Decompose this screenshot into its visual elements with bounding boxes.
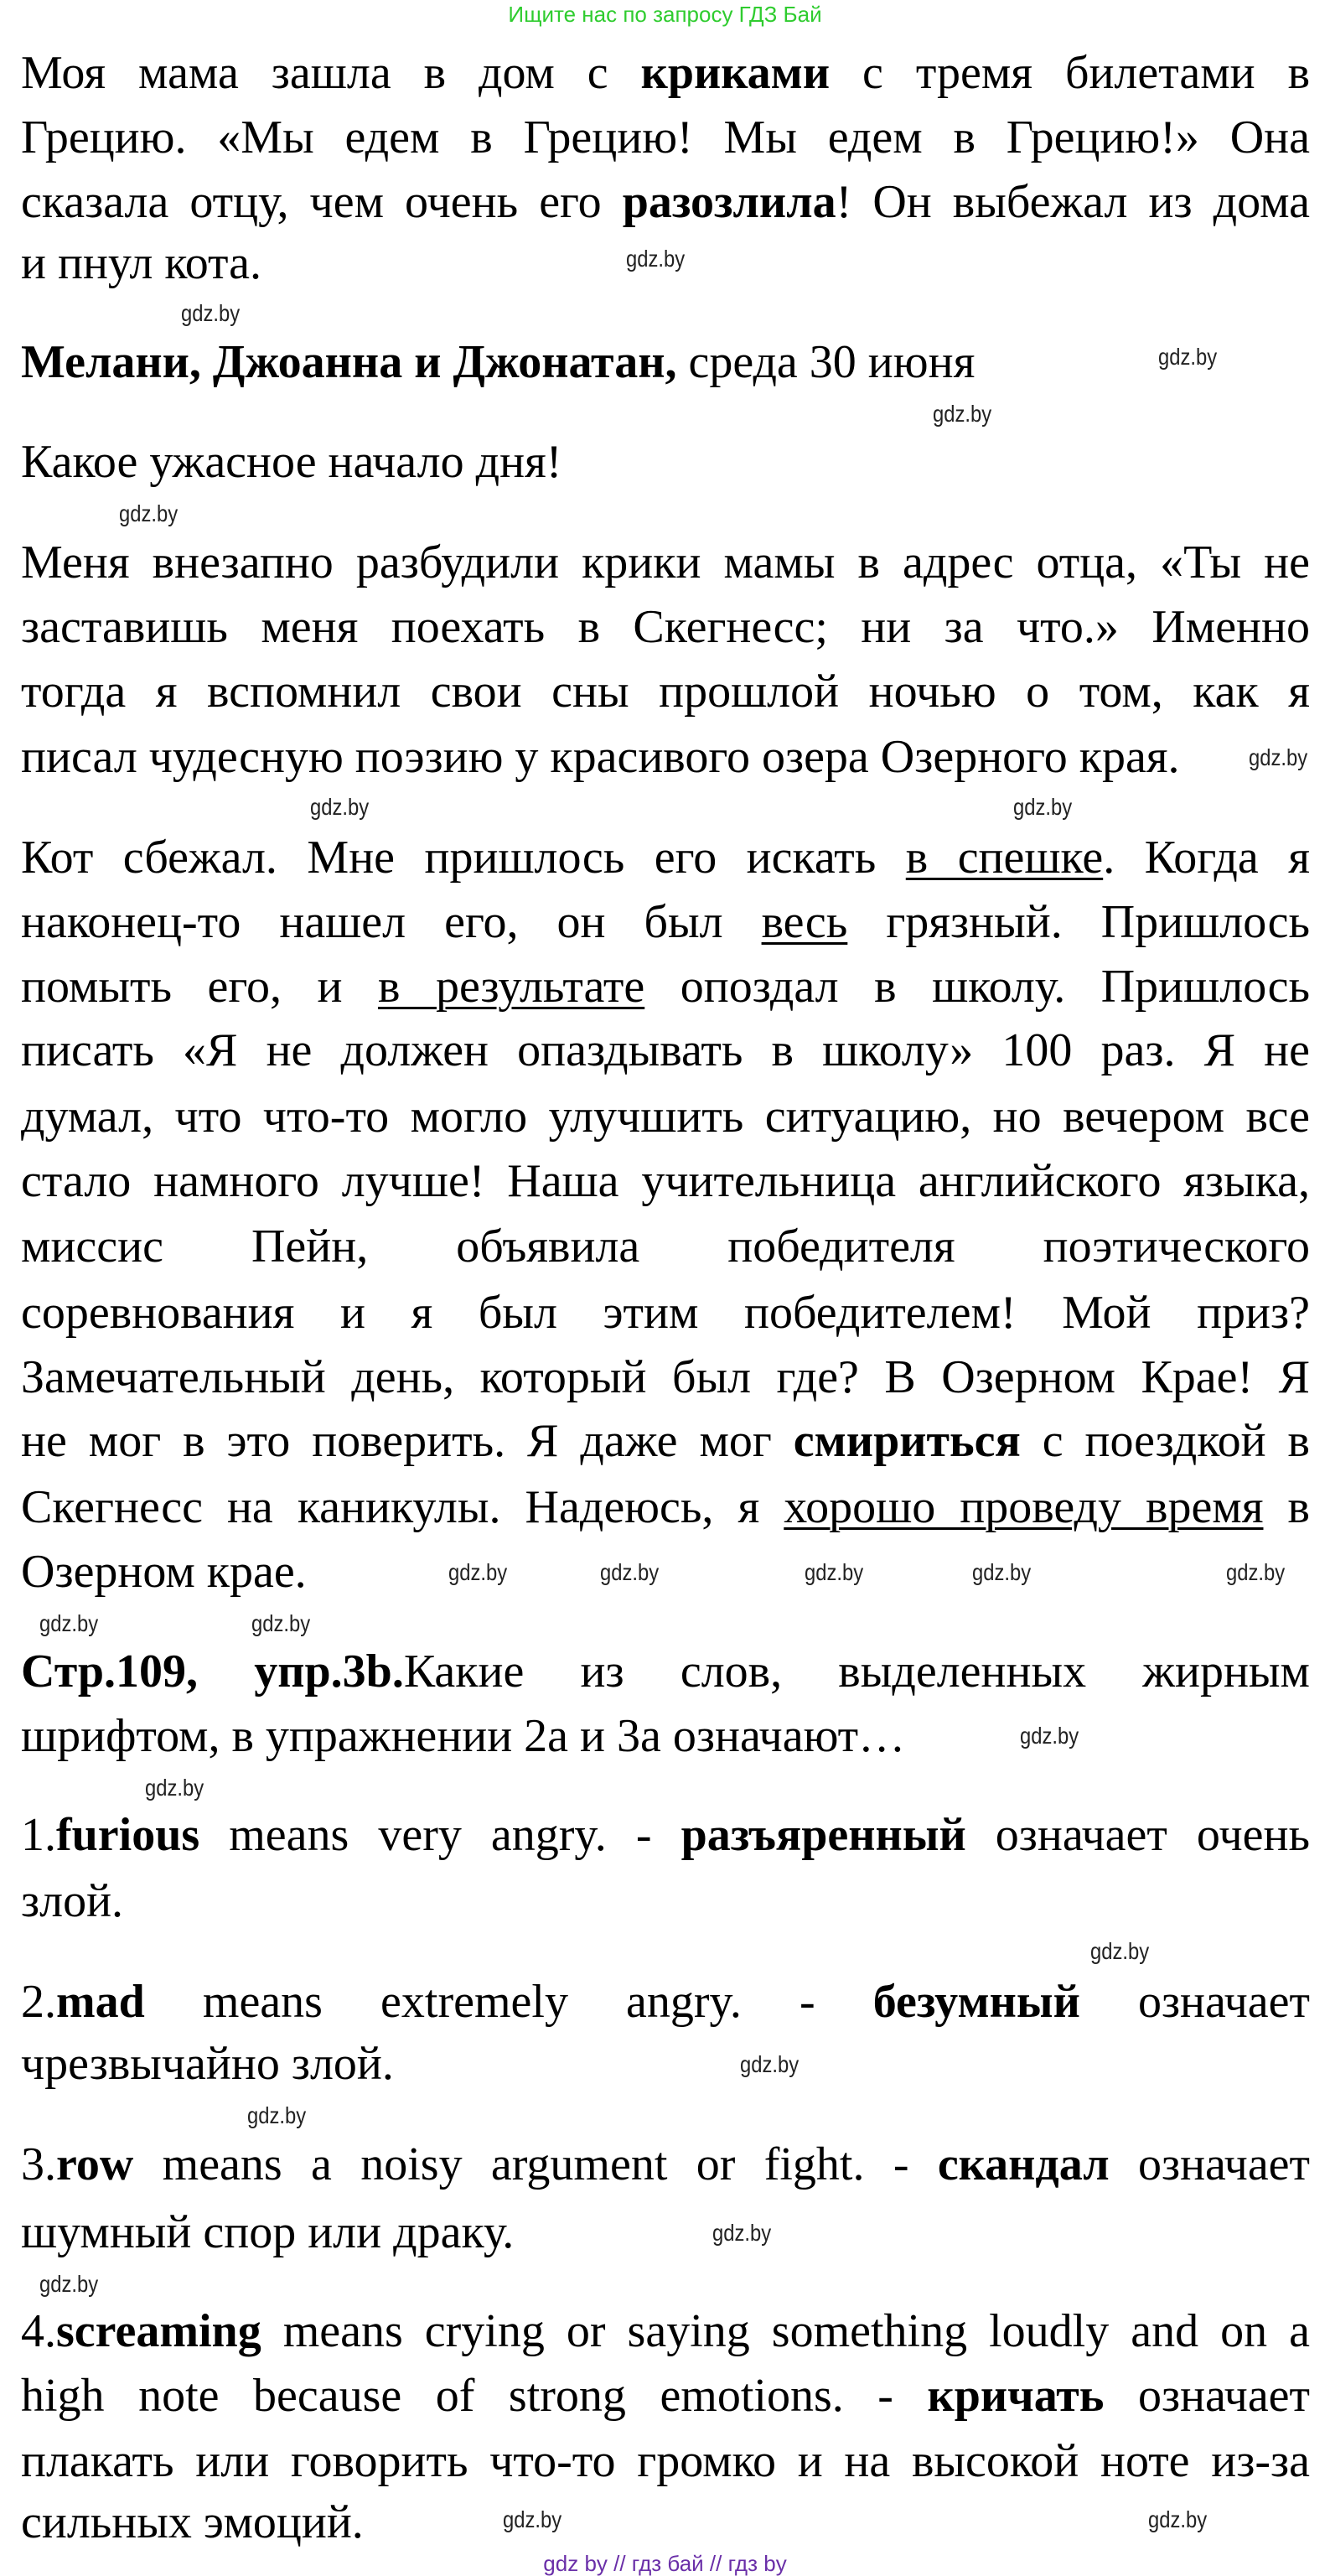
text-segment: заставишь меня поехать в Скегнесс; ни за что.» Именно bbox=[21, 601, 1310, 653]
text-line bbox=[21, 1090, 1310, 1145]
text-line bbox=[21, 1350, 1310, 1406]
watermark: gdz.by bbox=[39, 2271, 99, 2297]
text-line bbox=[21, 1024, 1310, 1079]
text-segment: 4. bbox=[21, 2305, 56, 2357]
text-line bbox=[21, 1975, 1310, 2030]
text-segment: писать «Я не должен опаздывать в школу» 100 раз. Я не bbox=[21, 1024, 1310, 1076]
text-segment: плакать или говорить что-то громко и на высокой ноте из-за bbox=[21, 2435, 1310, 2487]
watermark: gdz.by bbox=[39, 1610, 99, 1636]
text-line bbox=[21, 665, 1310, 720]
text-line bbox=[21, 1709, 1310, 1765]
watermark: gdz.by bbox=[1148, 2506, 1208, 2532]
text-segment: Моя мама зашла в дом с bbox=[21, 47, 641, 99]
text-line bbox=[21, 2037, 1310, 2092]
text-line bbox=[21, 1220, 1310, 1275]
text-segment: грязный. Пришлось bbox=[847, 896, 1310, 948]
text-segment: соревнования и я был этим победителем! Мой приз? bbox=[21, 1287, 1310, 1339]
bold-text: furious bbox=[56, 1809, 200, 1861]
watermark: gdz.by bbox=[119, 500, 179, 526]
watermark: gdz.by bbox=[972, 1559, 1032, 1585]
watermark: gdz.by bbox=[503, 2506, 562, 2532]
bold-text: Мелани, Джоанна и Джонатан, bbox=[21, 336, 677, 388]
text-segment: с поездкой в bbox=[1020, 1415, 1310, 1467]
text-segment: не мог в это поверить. Я даже мог bbox=[21, 1415, 794, 1467]
text-segment: шумный спор или драку. bbox=[21, 2206, 515, 2258]
text-line bbox=[21, 1645, 1310, 1700]
text-segment: миссис Пейн, объявила победителя поэтического bbox=[21, 1221, 1310, 1272]
text-segment: Замечательный день, который был где? В Озерном Крае! Я bbox=[21, 1351, 1310, 1403]
text-line bbox=[21, 2434, 1310, 2490]
text-segment: Скегнесс на каникулы. Надеюсь, я bbox=[21, 1481, 784, 1533]
text-segment: шрифтом, в упражнении 2a и 3a означают… bbox=[21, 1710, 906, 1762]
text-line bbox=[21, 1808, 1310, 1863]
text-line bbox=[21, 2205, 1310, 2261]
text-line bbox=[21, 175, 1310, 231]
text-line bbox=[21, 2138, 1310, 2193]
watermark: gdz.by bbox=[181, 300, 241, 326]
watermark: gdz.by bbox=[740, 2051, 800, 2077]
text-segment: means a noisy argument or fight. - bbox=[133, 2138, 938, 2190]
text-segment: означает bbox=[1104, 2370, 1310, 2422]
text-segment: тогда я вспомнил свои сны прошлой ночью о том, как я bbox=[21, 666, 1310, 718]
text-line bbox=[21, 435, 1310, 490]
watermark: gdz.by bbox=[1249, 744, 1308, 770]
underlined-text: в результате bbox=[377, 961, 645, 1013]
bold-text: разозлила bbox=[622, 176, 836, 228]
watermark: gdz.by bbox=[1226, 1559, 1286, 1585]
footer-banner: gdz by // гдз бай // гдз by bbox=[543, 2551, 787, 2576]
watermark: gdz.by bbox=[1090, 1938, 1150, 1964]
text-segment: Озерном крае. bbox=[21, 1546, 307, 1598]
text-line bbox=[21, 1154, 1310, 1210]
text-line bbox=[21, 2304, 1310, 2360]
watermark: gdz.by bbox=[1020, 1723, 1079, 1749]
text-line bbox=[21, 2496, 1310, 2551]
text-segment: Грецию. «Мы едем в Грецию! Мы едем в Грецию!» Она bbox=[21, 111, 1310, 163]
text-line bbox=[21, 1874, 1310, 1930]
text-segment: means crying or saying something loudly and on a bbox=[261, 2305, 1310, 2357]
text-segment: и пнул кота. bbox=[21, 237, 262, 289]
text-line bbox=[21, 46, 1310, 101]
text-segment: сказала отцу, чем очень его bbox=[21, 176, 623, 228]
watermark: gdz.by bbox=[251, 1610, 311, 1636]
text-segment: наконец-то нашел его, он был bbox=[21, 896, 762, 948]
text-line bbox=[21, 1414, 1310, 1469]
text-line bbox=[21, 2369, 1310, 2424]
watermark: gdz.by bbox=[448, 1559, 508, 1585]
watermark: gdz.by bbox=[626, 246, 686, 272]
text-segment: с тремя билетами в bbox=[830, 47, 1311, 99]
text-segment: high note because of strong emotions. - bbox=[21, 2370, 928, 2422]
watermark: gdz.by bbox=[805, 1559, 864, 1585]
underlined-text: весь bbox=[761, 896, 848, 948]
text-segment: 2. bbox=[21, 1976, 56, 2028]
bold-text: смириться bbox=[793, 1415, 1021, 1467]
text-line bbox=[21, 960, 1310, 1015]
text-segment: . Когда я bbox=[1103, 832, 1311, 884]
watermark: gdz.by bbox=[600, 1559, 660, 1585]
text-segment: думал, что что-то могло улучшить ситуацию, но вечером все bbox=[21, 1091, 1310, 1143]
watermark: gdz.by bbox=[310, 794, 370, 820]
text-line bbox=[21, 536, 1310, 591]
text-segment: 3. bbox=[21, 2138, 56, 2190]
watermark: gdz.by bbox=[247, 2102, 307, 2128]
text-segment: Какие из слов, выделенных жирным bbox=[403, 1646, 1310, 1697]
watermark: gdz.by bbox=[1013, 794, 1073, 820]
bold-text: screaming bbox=[56, 2305, 261, 2357]
watermark: gdz.by bbox=[933, 401, 992, 427]
watermark: gdz.by bbox=[145, 1775, 204, 1801]
watermark: gdz.by bbox=[712, 2220, 772, 2246]
text-segment: means extremely angry. - bbox=[144, 1976, 873, 2028]
text-segment: Кот сбежал. Мне пришлось его искать bbox=[21, 832, 906, 884]
text-line bbox=[21, 111, 1310, 166]
text-segment: Меня внезапно разбудили крики мамы в адрес отца, «Ты не bbox=[21, 536, 1310, 588]
text-segment: в bbox=[1263, 1481, 1310, 1533]
text-line bbox=[21, 1286, 1310, 1341]
bold-text: кричать bbox=[927, 2370, 1105, 2422]
text-segment: писал чудесную поэзию у красивого озера Озерного края. bbox=[21, 731, 1180, 783]
text-segment: злой. bbox=[21, 1875, 124, 1927]
text-segment: среда 30 июня bbox=[676, 336, 976, 388]
text-line bbox=[21, 600, 1310, 656]
text-segment: сильных эмоций. bbox=[21, 2496, 364, 2548]
text-line bbox=[21, 1545, 1310, 1600]
text-line bbox=[21, 1480, 1310, 1536]
bold-text: криками bbox=[640, 47, 831, 99]
underlined-text: хорошо проведу время bbox=[784, 1481, 1264, 1533]
text-segment: опоздал в школу. Пришлось bbox=[644, 961, 1310, 1013]
text-line bbox=[21, 895, 1310, 951]
underlined-text: в спешке bbox=[905, 832, 1104, 884]
text-line bbox=[21, 831, 1310, 886]
text-segment: означает bbox=[1109, 2138, 1311, 2190]
watermark: gdz.by bbox=[1158, 344, 1218, 370]
bold-text: разъяренный bbox=[681, 1809, 966, 1861]
bold-text: Стр.109, упр.3b. bbox=[21, 1646, 404, 1697]
text-segment: Какое ужасное начало дня! bbox=[21, 436, 562, 488]
text-segment: ! Он выбежал из дома bbox=[836, 176, 1310, 228]
text-segment: стало намного лучше! Наша учительница английского языка, bbox=[21, 1155, 1310, 1207]
bold-text: row bbox=[56, 2138, 134, 2190]
text-segment: помыть его, и bbox=[21, 961, 378, 1013]
text-segment: 1. bbox=[21, 1809, 56, 1861]
text-segment: means very angry. - bbox=[199, 1809, 681, 1861]
bold-text: mad bbox=[56, 1976, 145, 2028]
text-segment: означает bbox=[1079, 1976, 1310, 2028]
bold-text: безумный bbox=[872, 1976, 1080, 2028]
bold-text: скандал bbox=[937, 2138, 1110, 2190]
search-banner: Ищите нас по запросу ГДЗ Бай bbox=[508, 2, 822, 27]
text-line bbox=[21, 335, 1310, 391]
text-line bbox=[21, 730, 1310, 785]
text-segment: означает очень bbox=[965, 1809, 1310, 1861]
text-segment: чрезвычайно злой. bbox=[21, 2038, 394, 2090]
